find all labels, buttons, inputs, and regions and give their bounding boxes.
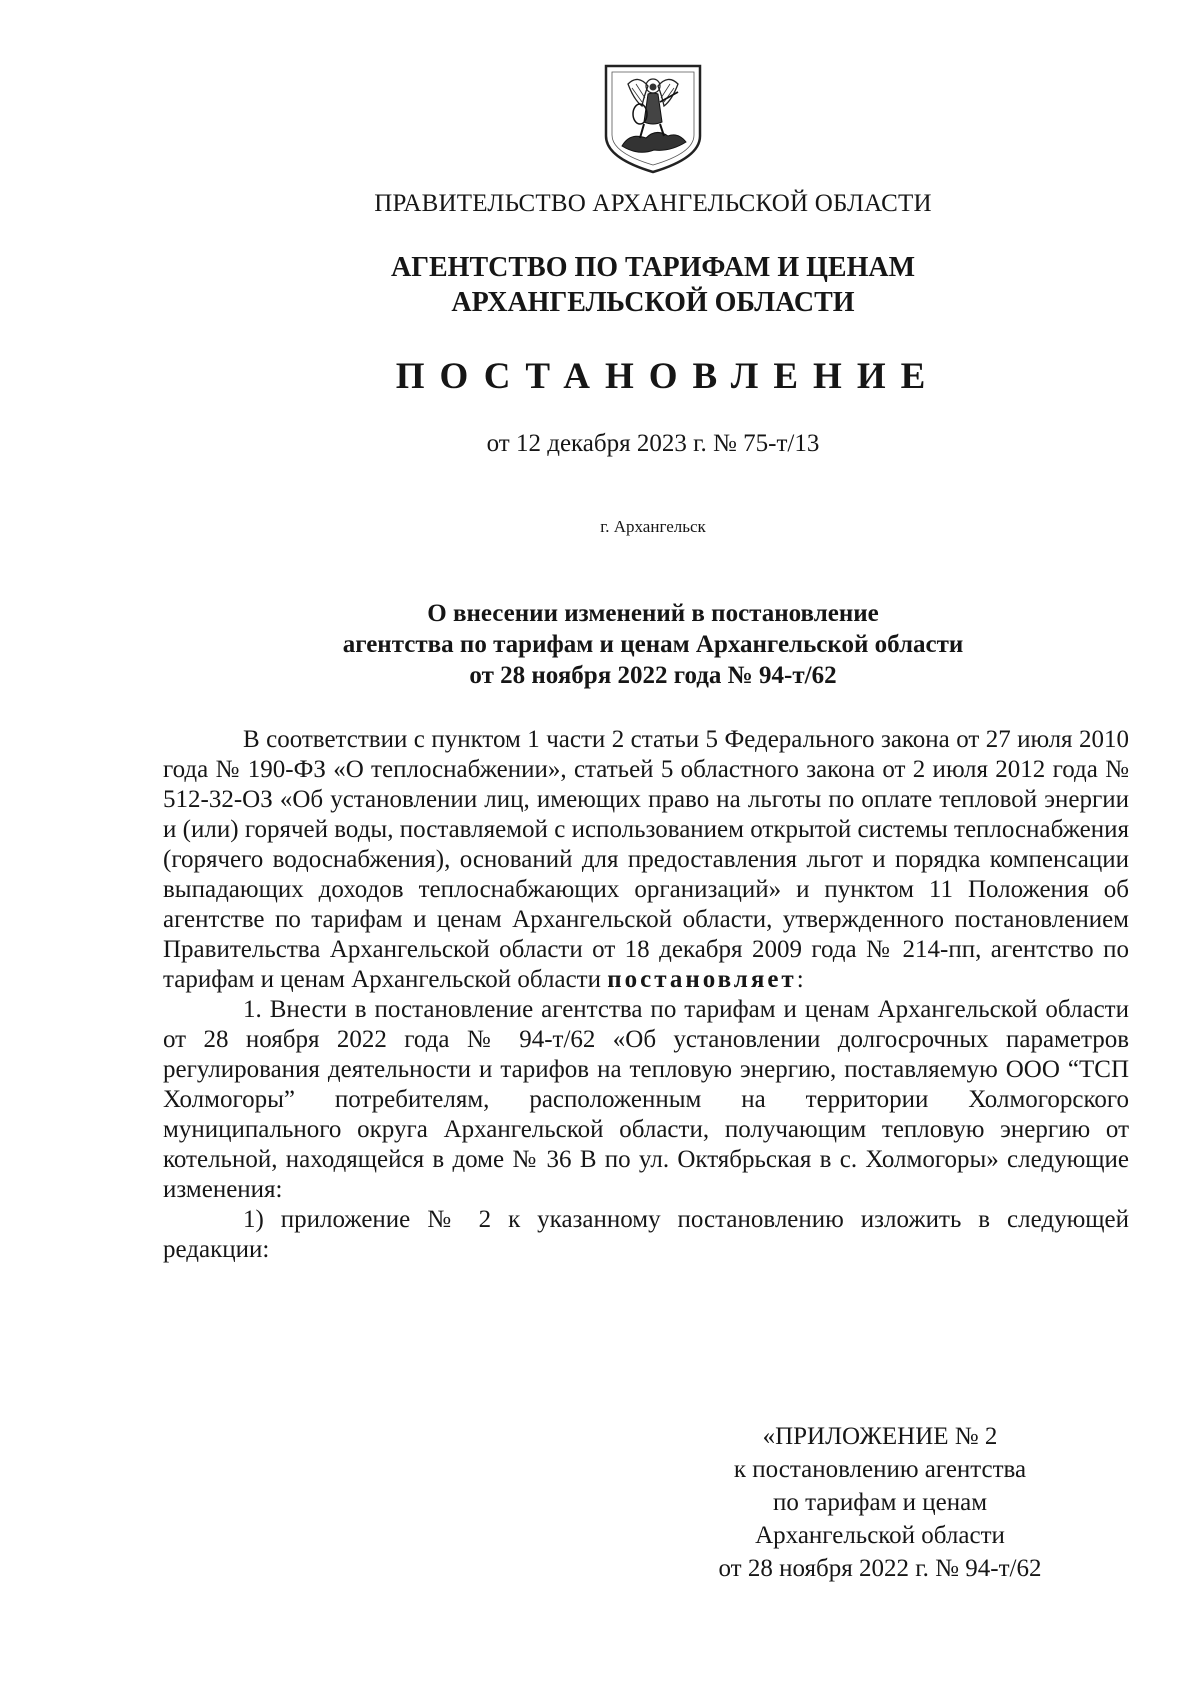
subject-line3: от 28 ноября 2022 года № 94-т/62 bbox=[469, 662, 837, 689]
document-type-title: ПОСТАНОВЛЕНИЕ bbox=[395, 356, 941, 397]
subject-line2: агентства по тарифам и ценам Архангельской области bbox=[342, 631, 964, 658]
appendix-line2: к постановлению агентства bbox=[733, 1456, 1027, 1483]
appendix-header bbox=[640, 1420, 1120, 1585]
government-name: ПРАВИТЕЛЬСТВО АРХАНГЕЛЬСКОЙ ОБЛАСТИ bbox=[374, 190, 932, 217]
preamble-colon: : bbox=[796, 966, 804, 993]
document-body bbox=[163, 725, 1129, 1265]
appendix-line4: Архангельской области bbox=[755, 1522, 1005, 1549]
agency-name bbox=[0, 250, 1200, 320]
coat-of-arms-icon bbox=[598, 62, 708, 174]
appendix-line1: «ПРИЛОЖЕНИЕ № 2 bbox=[762, 1423, 998, 1450]
document-city: г. Архангельск bbox=[600, 517, 706, 536]
preamble-text: В соответствии с пунктом 1 части 2 статьи 5 Федерального закона от 27 июля 2010 года № 190-ФЗ «О теплоснабжении», статьей 5 областного закона от 2 июля 2012 года № 512-32-ОЗ «Об установлении лиц, имеющих право на льготы по оплате тепловой энергии и (или) горячей воды, поставляемой с использованием открытой системы теплоснабжения (горячего водоснабжения), оснований для предоставления льгот и порядка компенсации выпадающих доходов теплоснабжающих организаций» и пунктом 11 Положения об агентстве по тарифам и ценам Архангельской области, утвержденного постановлением Правительства Архангельской области от 18 декабря 2009 года № 214-пп, агентство по тарифам и ценам Архангельской области bbox=[163, 726, 1129, 993]
resolves-keyword: постановляет bbox=[607, 966, 797, 993]
appendix-line5: от 28 ноября 2022 г. № 94-т/62 bbox=[718, 1555, 1042, 1582]
subject-line1: О внесении изменений в постановление bbox=[427, 600, 879, 627]
body-paragraph-preamble bbox=[163, 725, 1129, 995]
document-subject bbox=[0, 598, 1200, 691]
document-date-number: от 12 декабря 2023 г. № 75-т/13 bbox=[486, 430, 820, 457]
appendix-line3: по тарифам и ценам bbox=[772, 1489, 988, 1516]
agency-name-line1: АГЕНТСТВО ПО ТАРИФАМ И ЦЕНАМ bbox=[390, 252, 916, 283]
body-paragraph-item-1: 1. Внести в постановление агентства по тарифам и ценам Архангельской области от 28 ноября 2022 года № 94-т/62 «Об установлении долгосрочных параметров регулирования деятельности и тарифов на тепловую энергию, поставляемую ООО “ТСП Холмогоры” потребителям, расположенным на территории Холмогорского муниципального округа Архангельской области, получающим тепловую энергию от котельной, находящейся в доме № 36 В по ул. Октябрьская в с. Холмогоры» следующие изменения: bbox=[163, 996, 1129, 1203]
body-paragraph-subitem-1: 1) приложение № 2 к указанному постановлению изложить в следующей редакции: bbox=[163, 1206, 1129, 1263]
agency-name-line2: АРХАНГЕЛЬСКОЙ ОБЛАСТИ bbox=[451, 287, 855, 318]
